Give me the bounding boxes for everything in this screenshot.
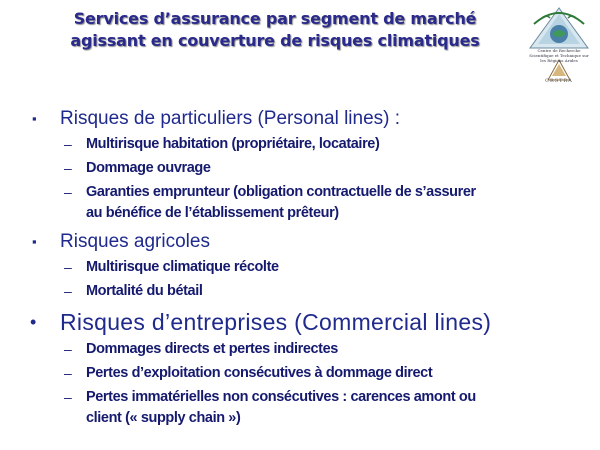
section-2-item-2-dash: – xyxy=(64,283,72,299)
section-1-item-3-continued: au bénéfice de l’établissement prêteur) xyxy=(86,205,339,221)
section-1-item-3-dash: – xyxy=(64,184,72,200)
section-1-item-2: Dommage ouvrage xyxy=(86,160,211,176)
section-1-heading: Risques de particuliers (Personal lines) : xyxy=(60,108,401,129)
section-1-item-1-dash: – xyxy=(64,136,72,152)
section-2-item-1-dash: – xyxy=(64,259,72,275)
section-1-bullet: ▪ xyxy=(32,111,37,126)
section-1-item-2-dash: – xyxy=(64,160,72,176)
section-3-item-1-dash: – xyxy=(64,341,72,357)
section-3-bullet: • xyxy=(30,312,37,332)
section-2-heading: Risques agricoles xyxy=(60,231,210,252)
section-3-item-3: Pertes immatérielles non consécutives : carences amont ou xyxy=(86,389,476,405)
title-line-2: agissant en couverture de risques climatiques xyxy=(70,31,480,50)
section-1-item-1: Multirisque habitation (propriétaire, locataire) xyxy=(86,136,380,152)
section-3-heading: Risques d’entreprises (Commercial lines) xyxy=(60,309,492,335)
section-1-item-3: Garanties emprunteur (obligation contractuelle de s’assurer xyxy=(86,184,476,200)
section-2-item-1: Multirisque climatique récolte xyxy=(86,259,279,275)
section-3-item-2-dash: – xyxy=(64,365,72,381)
logo-name: CRSTRA xyxy=(545,78,573,84)
section-3-item-1: Dommages directs et pertes indirectes xyxy=(86,341,338,357)
section-3-item-2: Pertes d’exploitation consécutives à dommage direct xyxy=(86,365,433,381)
section-3-item-3-dash: – xyxy=(64,389,72,405)
logo-caption: Centre de Recherche Scientifique et Technique sur les Régions Arides xyxy=(529,48,589,63)
section-3-item-3-continued: client (« supply chain ») xyxy=(86,410,241,426)
title-line-1: Services d’assurance par segment de marché xyxy=(73,9,477,28)
section-2-bullet: ▪ xyxy=(32,234,37,249)
section-2-item-2: Mortalité du bétail xyxy=(86,283,203,299)
